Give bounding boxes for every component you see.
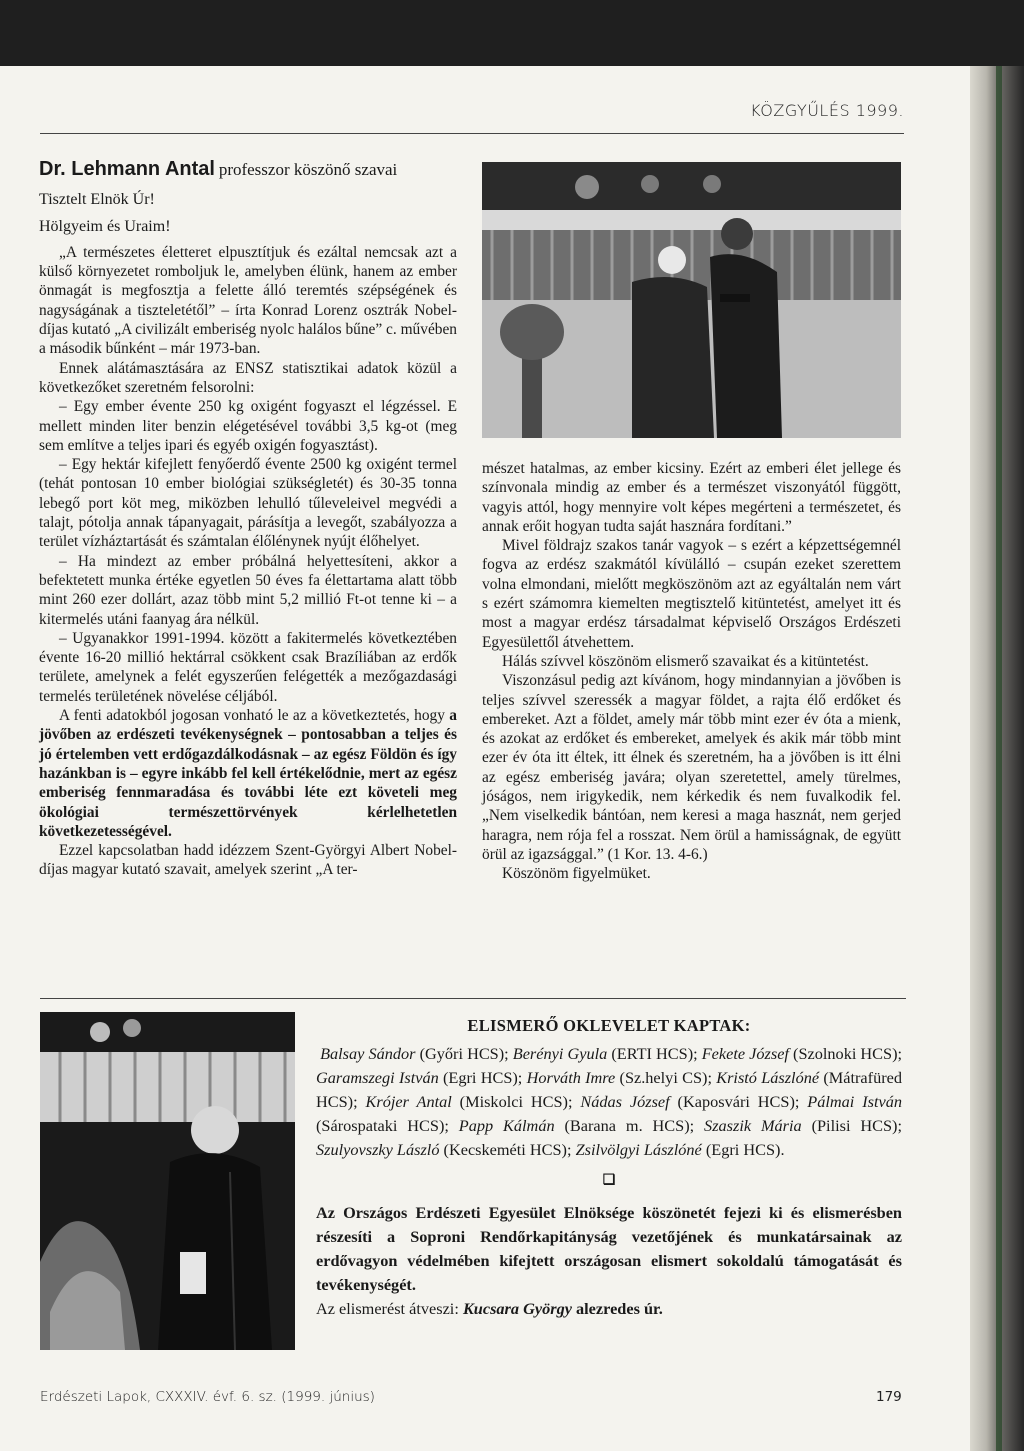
paragraph: Viszonzásul pedig azt kívánom, hogy mindannyian a jövőben is teljes szívvel szeressék a magyar földet, a rajta élő erdőket és embereket. Azt a földet, amely már több mint ezer év óta a mienk, és azokat az erdőket és embereket, amelyek és akik már több mint ezer év óta itt éltek, itt élnek és szeretném, ha a jövőben is itt élni az egész emberiség javára; olyan szeretettel, amely türelmes, jóságos, nem irigykedik, nem kérkedik és nem fuvalkodik fel. „Nem viselkedik bántóan, nem keresi a maga hasznát, nem gerjed haragra, nem rója fel a rosszat. Nem örül a hamisságnak, de együtt örül az igazsággal.” (1 Kor. 13. 4-6.)	[482, 672, 901, 863]
article-left-column	[39, 160, 457, 880]
recipient-org: (ERTI HCS);	[607, 1044, 702, 1063]
recipient-name: Balsay Sándor	[320, 1044, 416, 1063]
paragraph: – Egy hektár kifejlett fenyőerdő évente 2500 kg oxigént termel (tehát pontosan 10 ember biológiai szükségletét) és 30-35 tonna lebegő port köt meg, miközben lehulló tűleveleivel megvédi a talajt, pótolja annak tápanyagait, párásítja a levegőt, szabályozza a terület vízháztartását és számtalan élőlénynek nyújt élőhelyet.	[39, 456, 457, 551]
paragraph: – Ugyanakkor 1991-1994. között a fakitermelés következtében évente 16-20 millió hektárral csökkent csak Brazíliában az erdők területe, amelynek a felét egyszerűen felégették a mezőgazdasági termelés területének növelése céljából.	[39, 629, 457, 705]
paragraph: mészet hatalmas, az ember kicsiny. Ezért az emberi élet jellege és színvonala mindig az ember és a természet viszonyától függött, vagyis attól, hogy mennyire volt képes megérteni a természetet, és annak erőit hogyan tudta saját hasznára fordítani.”	[482, 460, 901, 535]
paragraph: Hálás szívvel köszönöm elismerő szavaikat és a kitüntetést.	[502, 652, 869, 670]
recipient-org: (Szolnoki HCS);	[788, 1044, 903, 1063]
header-rule	[40, 133, 904, 134]
recipient-name: Nádas József	[580, 1092, 670, 1111]
recipient-org: (Győri HCS);	[415, 1044, 513, 1063]
recipient-name: Zsilvölgyi Lászlóné	[575, 1140, 702, 1159]
paragraph: „A természetes életteret elpusztítjuk és ezáltal nemcsak azt a külső környezetet romboljuk le, amelyben élünk, hanem az ember önmagát is megfosztja a felette álló teremtés szépségének és nagyságának a tiszteletétől” – írta Konrad Lorenz osztrák Nobel-díjas kutató „A civilizált emberiség nyolc halálos bűne” c. művében a második bűnként – már 1973-ban.	[39, 243, 457, 358]
running-header: KÖZGYŰLÉS 1999.	[750, 101, 904, 120]
paragraph: Ennek alátámasztására az ENSZ statisztikai adatok közül a következőket szeretném felsorolni:	[39, 359, 457, 396]
recipient-name: Papp Kálmán	[458, 1116, 555, 1135]
speaker-name: Dr. Lehmann Antal	[39, 158, 215, 180]
recipient-name: Pálmai István	[807, 1092, 902, 1111]
paragraph: – Ha mindezt az ember próbálná helyettesíteni, akkor a befektetett munka értéke egyetlen 50 éves fa élettartama alatt több mint 260 ezer dollárt, azaz több mint 5,2 millió Ft-ot tenne ki – a kitermelés utáni faanyag ára nélkül.	[39, 552, 457, 628]
photo-illustration	[40, 1012, 295, 1350]
thanks-statement: Az Országos Erdészeti Egyesület Elnöksége köszönetét fejezi ki és elismerésben részesíti a Soproni Rendőrkapitányság vezetőjének és munkatársainak az erdővagyon védelmében kifejtett országosan elismert sokoldalú támogatását és tevékenységét.	[316, 1203, 902, 1294]
recipient-name: Garamszegi István	[316, 1068, 439, 1087]
recipient-name: Szaszik Mária	[704, 1116, 802, 1135]
awards-title: ELISMERŐ OKLEVELET KAPTAK:	[467, 1016, 751, 1035]
greeting-2: Hölgyeim és Uraim!	[39, 217, 171, 235]
article-right-column	[482, 459, 901, 884]
recipient-name: Berényi Gyula	[512, 1044, 608, 1063]
book-spine	[996, 66, 1002, 1451]
recipient-org: (Pilisi HCS);	[801, 1116, 902, 1135]
article-heading	[39, 160, 457, 180]
section-rule	[40, 998, 906, 999]
recipient-name: Horváth Imre	[526, 1068, 616, 1087]
paragraph: Köszönöm figyelmüket.	[502, 865, 651, 883]
recipient-org: (Egri HCS).	[701, 1140, 785, 1159]
conclusion-paragraph	[39, 706, 457, 841]
receiver-name: Kucsara György	[462, 1299, 572, 1318]
receiver-rank: alezredes úr.	[576, 1299, 663, 1318]
recipient-org: (Sz.helyi CS);	[615, 1068, 717, 1087]
awards-section	[316, 1016, 902, 1321]
recipient-org: (Mátrafüred HCS);	[316, 1068, 902, 1111]
recipient-name: Szulyovszky László	[316, 1140, 440, 1159]
heading-subtitle: professzor köszönő szavai	[218, 160, 398, 179]
conclusion-bold: a jövőben az erdészeti tevékenységnek – pontosabban a teljes és jó értelemben vett erdőgazdálkodásnak – az egész Földön és így hazánkban is – egyre inkább fel kell értékelődnie, mert az egész emberiség fennmaradása és további léte ezt követeli meg ökológiai természettörvények kérlelhetetlen következetességével.	[39, 707, 457, 840]
recipient-org: (Barana m. HCS);	[554, 1116, 705, 1135]
recipient-name: Krójer Antal	[365, 1092, 452, 1111]
photo-illustration	[482, 162, 901, 438]
paragraph: Mivel földrajz szakos tanár vagyok – s ezért a képzettségemnél fogva az erdész szakmától kívülálló – csupán ezeket szerettem volna elmondani, mielőtt megköszönöm azt az egyáltalán nem várt s ezért számomra kiemelten megtisztelő kitüntetést, amelyet itt és most a magyar erdész társadalmat képviselő Országos Erdészeti Egyesülettől átvehettem.	[482, 537, 901, 651]
journal-citation: Erdészeti Lapok, CXXXIV. évf. 6. sz. (1999. június)	[40, 1389, 375, 1405]
recipient-name: Fekete József	[701, 1044, 789, 1063]
recipient-org: (Kecskeméti HCS);	[439, 1140, 576, 1159]
recipient-org: (Kaposvári HCS);	[669, 1092, 808, 1111]
page-number: 179	[876, 1389, 902, 1405]
paragraph: Ezzel kapcsolatban hadd idézzem Szent-Györgyi Albert Nobel-díjas magyar kutató szavait, amelyek szerint „A ter-	[39, 842, 457, 879]
separator-box-icon: ❏	[602, 1173, 616, 1188]
recipient-name: Kristó Lászlóné	[716, 1068, 820, 1087]
receiver-lead: Az elismerést átveszi:	[316, 1299, 459, 1318]
recipient-org: (Sárospataki HCS);	[316, 1116, 459, 1135]
greeting-1: Tisztelt Elnök Úr!	[39, 191, 155, 209]
paragraph: – Egy ember évente 250 kg oxigént fogyaszt el légzéssel. E mellett minden liter benzin elégetésével további 3,5 kg-ot (meg sem említve a teljes ipari és egyéb oxigén fogyasztást).	[39, 398, 457, 454]
receiver-line	[316, 1297, 902, 1321]
conclusion-lead: A fenti adatokból jogosan vonható le az a következtetés, hogy	[59, 707, 445, 725]
recipient-org: (Egri HCS);	[438, 1068, 527, 1087]
speaker-photo	[40, 1012, 295, 1350]
award-ceremony-photo	[482, 162, 901, 438]
awards-recipient-list	[316, 1042, 902, 1162]
recipient-org: (Miskolci HCS);	[451, 1092, 581, 1111]
